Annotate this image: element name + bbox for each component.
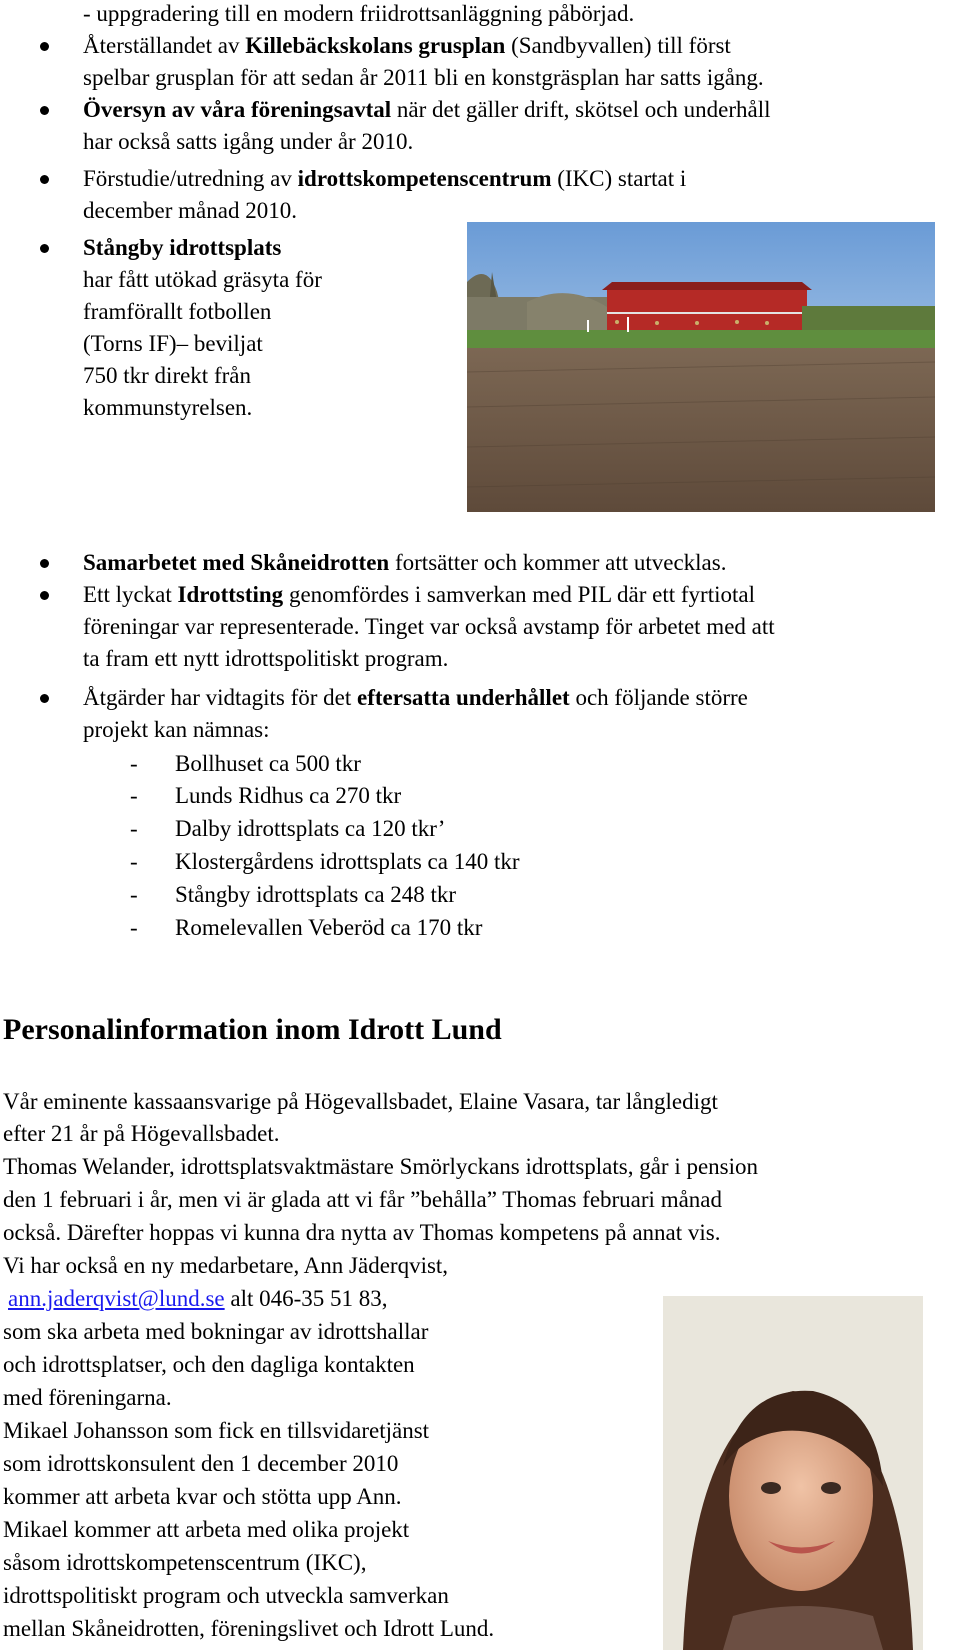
bullet-icon — [40, 559, 49, 568]
list-dash: - — [130, 849, 138, 874]
list-dash: - — [130, 783, 138, 808]
continuation-line: - uppgradering till en modern friidrottsanläggning påbörjad. — [83, 1, 635, 26]
bullet-6-line-3: ta fram ett nytt idrottspolitiskt program. — [83, 646, 449, 671]
bullet-4-title: Stångby idrottsplats — [83, 235, 282, 260]
portrait-photo — [663, 1296, 923, 1650]
list-dash: - — [130, 915, 138, 940]
list-item: Dalby idrottsplats ca 120 tkr’ — [175, 816, 446, 841]
bullet-2-line-2: har också satts igång under år 2010. — [83, 129, 414, 154]
bullet-4-line: (Torns IF)– beviljat — [83, 331, 263, 356]
bullet-3-line-1: Förstudie/utredning av idrottskompetenscentrum (IKC) startat i — [83, 166, 687, 191]
sports-field-photo — [467, 222, 935, 512]
bullet-1-line-1: Återställandet av Killebäckskolans grusplan (Sandbyvallen) till först — [83, 33, 731, 58]
bullet-icon — [40, 175, 49, 184]
bullet-4-line: framförallt fotbollen — [83, 299, 272, 324]
bullet-icon — [40, 106, 49, 115]
bullet-4-line: 750 tkr direkt från — [83, 363, 251, 388]
paragraph-line: som idrottskonsulent den 1 december 2010 — [3, 1451, 399, 1476]
paragraph-line: med föreningarna. — [3, 1385, 172, 1410]
list-item: Stångby idrottsplats ca 248 tkr — [175, 882, 457, 907]
list-dash: - — [130, 816, 138, 841]
bullet-6-line-2: föreningar var representerade. Tinget var också avstamp för arbetet med att — [83, 614, 775, 639]
list-item: Bollhuset ca 500 tkr — [175, 751, 361, 776]
bullet-3-line-2: december månad 2010. — [83, 198, 297, 223]
bullet-1-line-2: spelbar grusplan för att sedan år 2011 bli en konstgräsplan har satts igång. — [83, 65, 764, 90]
paragraph-line: kommer att arbeta kvar och stötta upp Ann. — [3, 1484, 402, 1509]
paragraph-line: Thomas Welander, idrottsplatsvaktmästare Smörlyckans idrottsplats, går i pension — [3, 1154, 759, 1179]
paragraph-line: som ska arbeta med bokningar av idrottshallar — [3, 1319, 429, 1344]
paragraph-line: mellan Skåneidrotten, föreningslivet och Idrott Lund. — [3, 1616, 495, 1641]
bullet-icon — [40, 42, 49, 51]
bullet-4-line: kommunstyrelsen. — [83, 395, 253, 420]
paragraph-line: idrottspolitiskt program och utveckla samverkan — [3, 1583, 449, 1608]
paragraph-line: också. Därefter hoppas vi kunna dra nytta av Thomas kompetens på annat vis. — [3, 1220, 721, 1245]
section-heading: Personalinformation inom Idrott Lund — [3, 1013, 502, 1046]
paragraph-line: såsom idrottskompetenscentrum (IKC), — [3, 1550, 367, 1575]
paragraph-line: och idrottsplatser, och den dagliga kontakten — [3, 1352, 415, 1377]
bullet-5-line-1: Samarbetet med Skåneidrotten fortsätter och kommer att utvecklas. — [83, 550, 727, 575]
email-link[interactable]: ann.jaderqvist@lund.se — [8, 1286, 225, 1311]
bullet-4-line: har fått utökad gräsyta för — [83, 267, 322, 292]
bullet-7-line-1: Åtgärder har vidtagits för det eftersatta underhållet och följande större — [83, 685, 748, 710]
bullet-icon — [40, 591, 49, 600]
paragraph-line: Mikael kommer att arbeta med olika projekt — [3, 1517, 410, 1542]
bullet-7-line-2: projekt kan nämnas: — [83, 717, 270, 742]
paragraph-line: Mikael Johansson som fick en tillsvidaretjänst — [3, 1418, 430, 1443]
list-item: Lunds Ridhus ca 270 tkr — [175, 783, 402, 808]
list-dash: - — [130, 751, 138, 776]
paragraph-line: Vår eminente kassaansvarige på Högevallsbadet, Elaine Vasara, tar långledigt — [3, 1089, 718, 1114]
email-line: ann.jaderqvist@lund.se alt 046-35 51 83, — [8, 1286, 388, 1311]
bullet-2-line-1: Översyn av våra föreningsavtal när det gäller drift, skötsel och underhåll — [83, 97, 771, 122]
paragraph-line: Vi har också en ny medarbetare, Ann Jäderqvist, — [3, 1253, 449, 1278]
list-dash: - — [130, 882, 138, 907]
bullet-icon — [40, 244, 49, 253]
list-item: Romelevallen Veberöd ca 170 tkr — [175, 915, 483, 940]
list-item: Klostergårdens idrottsplats ca 140 tkr — [175, 849, 520, 874]
bullet-icon — [40, 694, 49, 703]
bullet-6-line-1: Ett lyckat Idrottsting genomfördes i samverkan med PIL där ett fyrtiotal — [83, 582, 755, 607]
paragraph-line: efter 21 år på Högevallsbadet. — [3, 1121, 280, 1146]
paragraph-line: den 1 februari i år, men vi är glada att vi får ”behålla” Thomas februari månad — [3, 1187, 722, 1212]
